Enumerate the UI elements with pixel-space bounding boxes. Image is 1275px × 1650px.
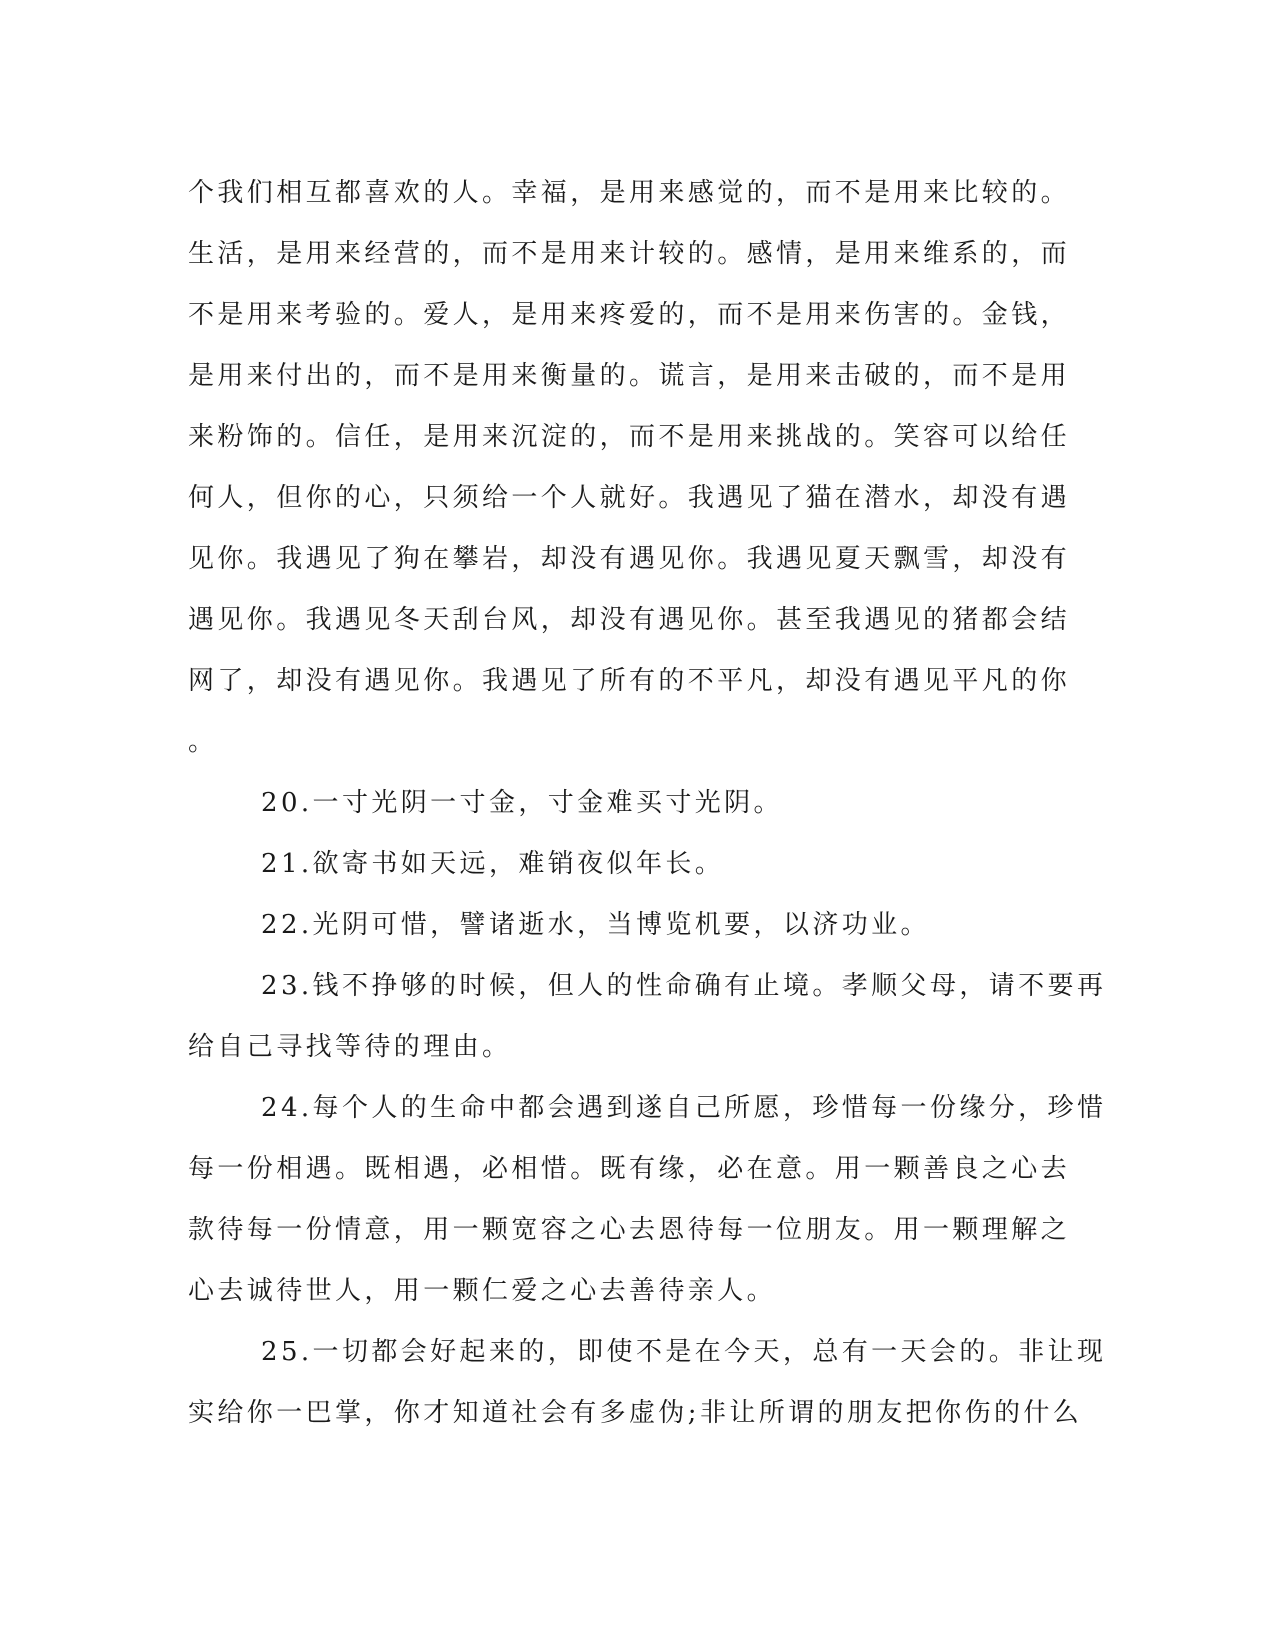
numbered-item-21: 21.欲寄书如天远，难销夜似年长。 xyxy=(261,849,725,879)
text-line: 遇见你。我遇见冬天刮台风，却没有遇见你。甚至我遇见的猪都会结 xyxy=(188,605,1071,635)
body-text xyxy=(188,163,1107,1444)
text-line: 是用来付出的，而不是用来衡量的。谎言，是用来击破的，而不是用 xyxy=(188,361,1071,391)
text-line: 实给你一巴掌，你才知道社会有多虚伪;非让所谓的朋友把你伤的什么 xyxy=(188,1398,1083,1428)
text-line: 心去诚待世人，用一颗仁爱之心去善待亲人。 xyxy=(188,1276,777,1306)
text-line: 生活，是用来经营的，而不是用来计较的。感情，是用来维系的，而 xyxy=(188,239,1071,269)
text-line: 款待每一份情意，用一颗宽容之心去恩待每一位朋友。用一颗理解之 xyxy=(188,1215,1071,1245)
numbered-item-25: 25.一切都会好起来的，即使不是在今天，总有一天会的。非让现 xyxy=(261,1337,1107,1367)
text-line: 来粉饰的。信任，是用来沉淀的，而不是用来挑战的。笑容可以给任 xyxy=(188,422,1071,452)
text-line: 每一份相遇。既相遇，必相惜。既有缘，必在意。用一颗善良之心去 xyxy=(188,1154,1071,1184)
numbered-item-23: 23.钱不挣够的时候，但人的性命确有止境。孝顺父母，请不要再 xyxy=(261,971,1107,1001)
text-line: 个我们相互都喜欢的人。幸福，是用来感觉的，而不是用来比较的。 xyxy=(188,178,1071,208)
text-line: 。 xyxy=(188,727,218,757)
numbered-item-24: 24.每个人的生命中都会遇到遂自己所愿，珍惜每一份缘分，珍惜 xyxy=(261,1093,1107,1123)
numbered-item-20: 20.一寸光阴一寸金，寸金难买寸光阴。 xyxy=(261,788,783,818)
text-line: 不是用来考验的。爱人，是用来疼爱的，而不是用来伤害的。金钱， xyxy=(188,300,1071,330)
text-line: 见你。我遇见了狗在攀岩，却没有遇见你。我遇见夏天飘雪，却没有 xyxy=(188,544,1071,574)
text-line: 给自己寻找等待的理由。 xyxy=(188,1032,512,1062)
numbered-item-22: 22.光阴可惜，譬诸逝水，当博览机要，以济功业。 xyxy=(261,910,930,940)
text-line: 网了，却没有遇见你。我遇见了所有的不平凡，却没有遇见平凡的你 xyxy=(188,666,1071,696)
text-line: 何人，但你的心，只须给一个人就好。我遇见了猫在潜水，却没有遇 xyxy=(188,483,1071,513)
